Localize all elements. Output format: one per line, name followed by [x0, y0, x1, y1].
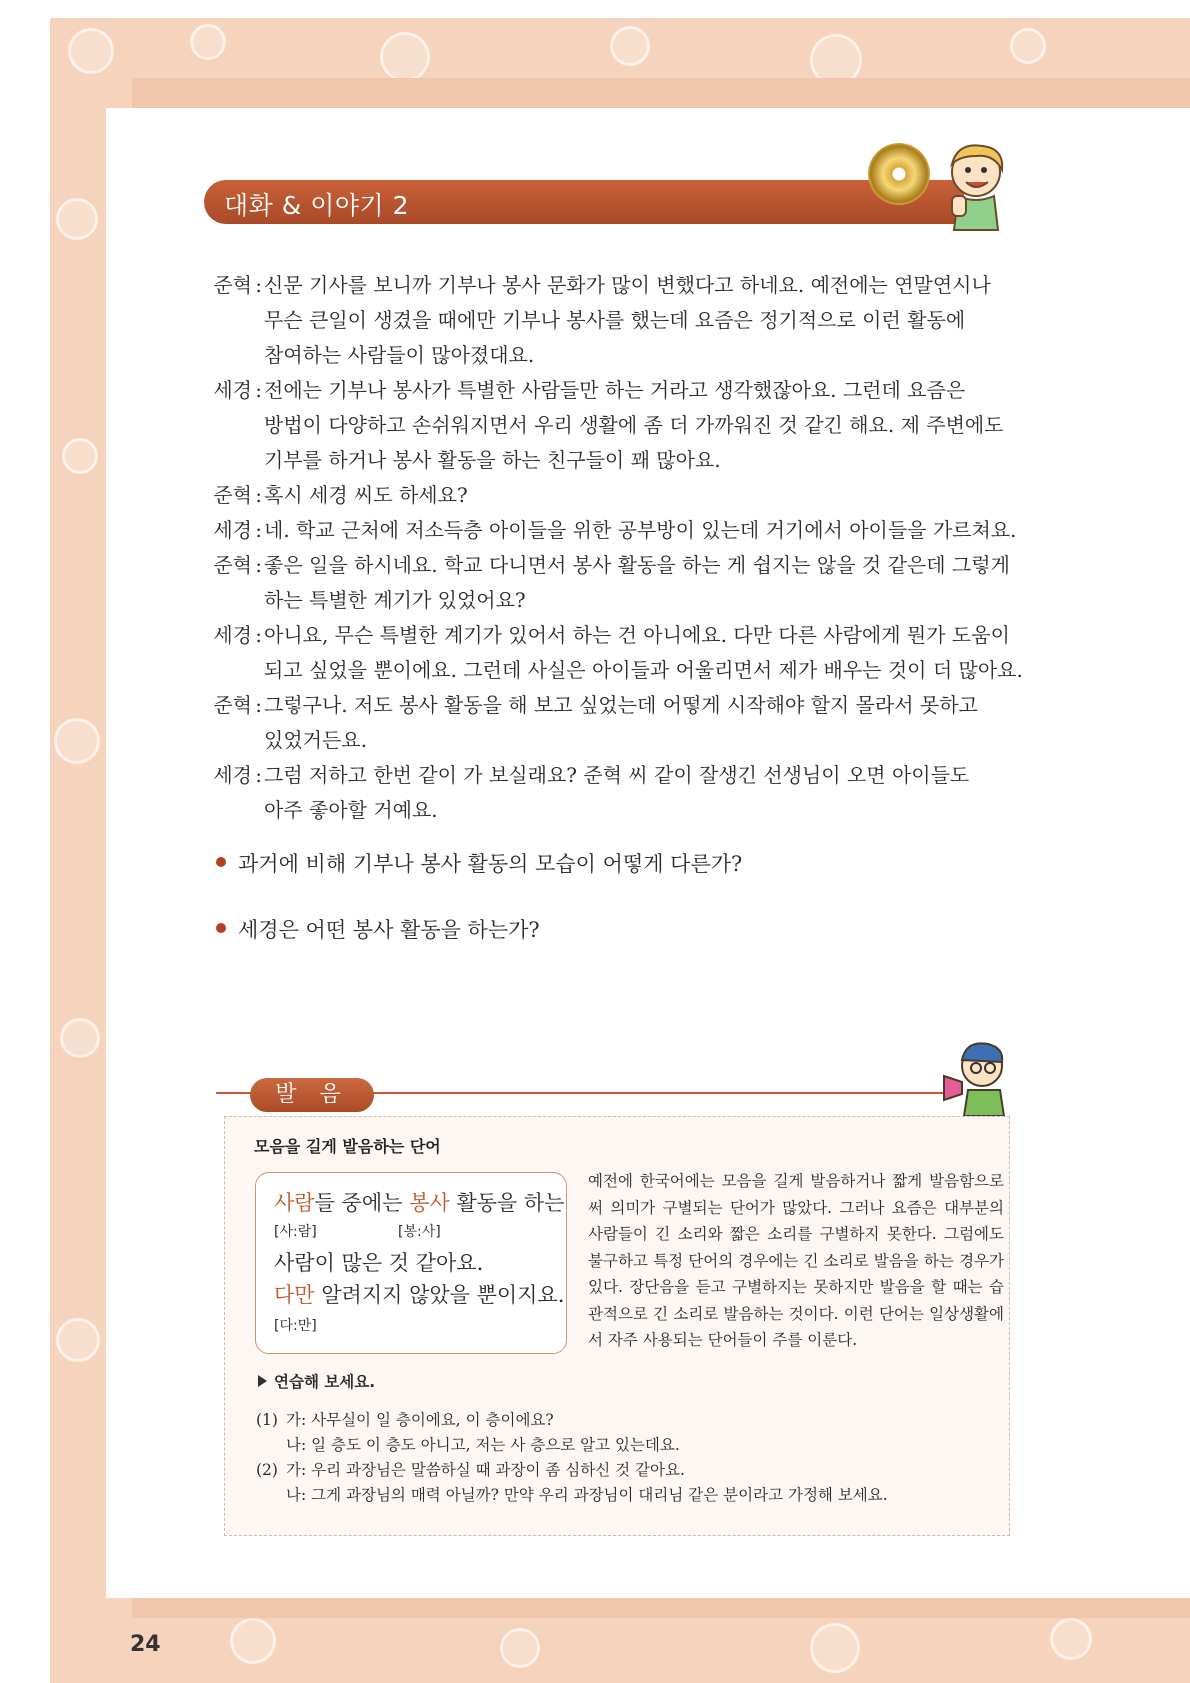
dialogue-text: 기부를 하거나 봉사 활동을 하는 친구들이 꽤 많아요.	[264, 448, 721, 472]
example-line-3	[274, 1279, 564, 1309]
question-item	[216, 848, 742, 878]
pronunciation-note: [다:만]	[274, 1318, 317, 1334]
dialogue-text: 네. 학교 근처에 저소득층 아이들을 위한 공부방이 있는데 거기에서 아이들을 가르쳐요.	[264, 518, 1017, 542]
practice-text: 우리 과장님은 말씀하실 때 과장이 좀 심하신 것 같아요.	[311, 1461, 685, 1479]
highlight-word: 사람	[274, 1191, 315, 1215]
dialogue-text: 하는 특별한 계기가 있었어요?	[264, 588, 526, 612]
practice-row	[256, 1433, 888, 1458]
decor-dot	[380, 32, 430, 82]
dialogue-line	[204, 758, 1024, 793]
dialogue-text: 그럼 저하고 한번 같이 가 보실래요? 준혁 씨 같이 잘생긴 선생님이 오면 아이들도	[264, 763, 970, 787]
speaker-name: 세경 :	[204, 758, 252, 793]
dialogue-line	[204, 583, 1024, 618]
dialogue-text: 그렇구나. 저도 봉사 활동을 해 보고 싶었는데 어떻게 시작해야 할지 몰라서 못하고	[264, 693, 978, 717]
dialogue-line	[204, 793, 1024, 828]
dialogue-line	[204, 478, 1024, 513]
dialogue-text: 되고 싶었을 뿐이에요. 그런데 사실은 아이들과 어울리면서 제가 배우는 것이 더 많아요.	[264, 658, 1023, 682]
example-box	[255, 1172, 567, 1354]
dialogue-line	[204, 408, 1024, 443]
dialogue-line	[204, 688, 1024, 723]
example-line-2: 사람이 많은 것 같아요.	[274, 1251, 484, 1275]
practice-title	[258, 1370, 375, 1392]
dialogue-line	[204, 653, 1024, 688]
decor-dot	[54, 718, 100, 764]
dialogue-line	[204, 373, 1024, 408]
bullet-icon	[216, 857, 226, 867]
page-number: 24	[130, 1632, 161, 1657]
practice-list	[256, 1408, 888, 1508]
dialogue-text: 무슨 큰일이 생겼을 때에만 기부나 봉사를 했는데 요즘은 정기적으로 이런 활동에	[264, 308, 966, 332]
practice-number: (1)	[256, 1411, 278, 1429]
highlight-word: 봉사	[409, 1191, 450, 1215]
practice-title-text: 연습해 보세요.	[274, 1373, 376, 1391]
audio-cd-icon	[868, 143, 930, 205]
example-line-1	[274, 1187, 564, 1217]
dialogue-text: 방법이 다양하고 손쉬워지면서 우리 생활에 좀 더 가까워진 것 같긴 해요. 제 주변에도	[264, 413, 1004, 437]
dialogue-text: 신문 기사를 보니까 기부나 봉사 문화가 많이 변했다고 하네요. 예전에는 연말연시나	[264, 273, 991, 297]
example-text: 알려지지 않았을 뿐이지요.	[314, 1283, 565, 1307]
megaphone-character-icon	[942, 1036, 1012, 1116]
section-title: 대화 & 이야기 2	[224, 191, 409, 220]
speaker-name: 세경 :	[204, 373, 252, 408]
pronunciation-tab: 발 음	[250, 1078, 374, 1112]
decor-dot	[62, 438, 98, 474]
speaker-name: 준혁 :	[204, 478, 252, 513]
dialogue-text: 참여하는 사람들이 많아졌대요.	[264, 343, 535, 367]
dialogue-line	[204, 723, 1024, 758]
practice-row	[256, 1408, 888, 1433]
practice-row	[256, 1483, 888, 1508]
speaker-name: 준혁 :	[204, 688, 252, 723]
practice-text: 그게 과장님의 매력 아닐까? 만약 우리 과장님이 대리님 같은 분이라고 가정해 보세요.	[311, 1486, 888, 1504]
dialogue-text: 혹시 세경 씨도 하세요?	[264, 483, 468, 507]
dialogue-line	[204, 268, 1024, 303]
pronunciation-subtitle: 모음을 길게 발음하는 단어	[254, 1137, 441, 1156]
decor-dot	[68, 28, 114, 74]
practice-colon: :	[300, 1486, 312, 1504]
dialogue-line	[204, 548, 1024, 583]
dialogue-block	[204, 268, 1024, 828]
dialogue-line	[204, 443, 1024, 478]
cartoon-character-icon	[938, 140, 1018, 240]
practice-text: 일 층도 이 층도 아니고, 저는 사 층으로 알고 있는데요.	[311, 1436, 680, 1454]
dialogue-text: 아주 좋아할 거예요.	[264, 798, 438, 822]
dialogue-text: 있었거든요.	[264, 728, 367, 752]
practice-colon: :	[300, 1411, 312, 1429]
section-banner	[204, 180, 964, 224]
practice-colon: :	[300, 1461, 312, 1479]
practice-role: 가	[286, 1461, 301, 1479]
question-item	[216, 914, 540, 944]
speaker-name: 세경 :	[204, 513, 252, 548]
dialogue-line	[204, 303, 1024, 338]
decor-dot	[56, 198, 98, 240]
pronunciation-note: [사:람]	[274, 1224, 317, 1240]
decor-dot	[60, 1018, 100, 1058]
speaker-name: 준혁 :	[204, 268, 252, 303]
decor-dot	[1050, 1618, 1092, 1660]
practice-role: 나	[286, 1486, 301, 1504]
practice-role: 나	[286, 1436, 301, 1454]
explanation-text: 예전에 한국어에는 모음을 길게 발음하거나 짧게 발음함으로써 의미가 구별되는 단어가 많았다. 그러나 요즘은 대부분의 사람들이 긴 소리와 짧은 소리를 구별하지 못한다. 그럼에도 불구하고 특정 단어의 경우에는 긴 소리로 발음을 하는 경우가 있다. 장단음을 듣고 구별하지는 못하지만 발음을 할 때는 습관적으로 긴 소리로 발음하는 것이다. 이런 단어는 일상생활에서 자주 사용되는 단어들이 주를 이룬다.	[588, 1172, 1004, 1349]
question-text: 세경은 어떤 봉사 활동을 하는가?	[238, 918, 540, 942]
practice-text: 사무실이 일 층이에요, 이 층이에요?	[311, 1411, 554, 1429]
dialogue-text: 아니요, 무슨 특별한 계기가 있어서 하는 건 아니에요. 다만 다른 사람에게 뭔가 도움이	[264, 623, 1010, 647]
example-text: 활동을 하는	[449, 1191, 565, 1215]
bullet-icon	[216, 923, 226, 933]
practice-role: 가	[286, 1411, 301, 1429]
pronunciation-note: [봉:사]	[398, 1224, 441, 1240]
decor-dot	[230, 1618, 276, 1664]
dialogue-text: 전에는 기부나 봉사가 특별한 사람들만 하는 거라고 생각했잖아요. 그런데 요즘은	[264, 378, 966, 402]
practice-colon: :	[300, 1436, 312, 1454]
dialogue-line	[204, 513, 1024, 548]
speaker-name: 준혁 :	[204, 548, 252, 583]
decor-dot	[190, 24, 226, 60]
decor-dot	[610, 26, 650, 66]
decor-dot	[500, 1628, 540, 1668]
decor-dot	[56, 1318, 100, 1362]
dialogue-text: 좋은 일을 하시네요. 학교 다니면서 봉사 활동을 하는 게 쉽지는 않을 것 같은데 그렇게	[264, 553, 1010, 577]
decor-dot	[1010, 28, 1046, 64]
dialogue-line	[204, 338, 1024, 373]
example-text: 들 중에는	[314, 1191, 410, 1215]
dialogue-line	[204, 618, 1024, 653]
highlight-word: 다만	[274, 1283, 315, 1307]
practice-row	[256, 1458, 888, 1483]
speaker-name: 세경 :	[204, 618, 252, 653]
decor-dot	[810, 1623, 860, 1673]
practice-number: (2)	[256, 1461, 278, 1479]
question-text: 과거에 비해 기부나 봉사 활동의 모습이 어떻게 다른가?	[238, 852, 743, 876]
